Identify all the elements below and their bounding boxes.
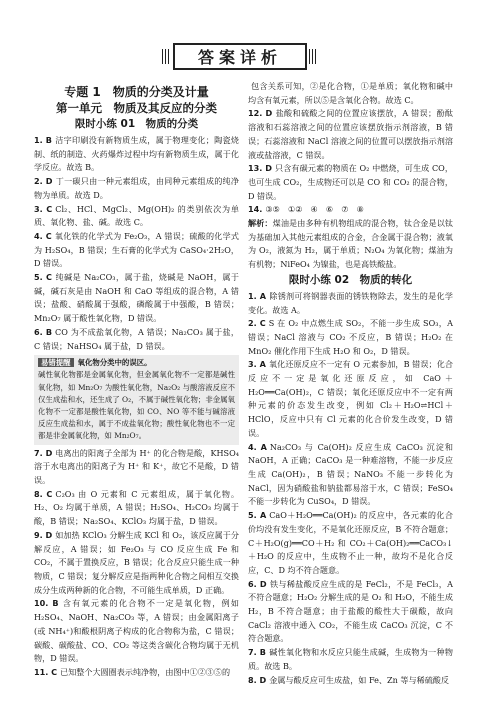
- answer-text: 洁字印刷没有新物质生成，属于物理变化；陶瓷烧制、纸的制造、火药爆炸过程中均有新物质生成，属于化学反应。故选 B。: [34, 135, 239, 173]
- answer-number: 13. D: [248, 163, 272, 174]
- answer-item: [34, 488, 239, 529]
- answer-text: CaO＋H₂O══Ca(OH)₂ 的反应中，各元素的化合价均没有发生变化，不是氧化还原反应，B 不符合题意；C＋H₂O(g)══CO＋H₂ 和 CO₂＋Ca(OH)₂══CaCO₃↓＋H₂O 的反应中，生成物不止一种，故均不是化合反应，C、D 均不符合题意。: [248, 510, 453, 575]
- answer-number: 6. B: [34, 326, 53, 337]
- answer-number: 2. D: [34, 176, 53, 187]
- answer-item: [248, 107, 453, 162]
- answer-number: 9. D: [34, 529, 53, 540]
- answer-item: [34, 203, 239, 230]
- answer-text: 电离出的阳离子全部为 H⁺ 的化合物是酸，KHSO₄ 溶于水电离出的阳离子为 H⁺ 和 K⁺，故它不是酸，D 错误。: [34, 447, 239, 486]
- explanation-label: 解析：: [248, 218, 273, 229]
- answer-text: Cl₂、HCl、MgCl₂、Mg(OH)₂ 的类别依次为单质、氧化物、盐、碱。故选 C。: [34, 203, 239, 228]
- answer-number: 7. D: [34, 447, 53, 458]
- tip-tag: 易错提醒: [38, 358, 74, 367]
- answer-text: 纯碱是 Na₂CO₃，属于盐，烧碱是 NaOH，属于碱，碱石灰是由 NaOH 和 CaO 等组成的混合物，A 错误；盐酸、硝酸属于强酸，磷酸属于中强酸，B 错误；Mn₂O₇ 属于酸性氧化物，D 错误。: [34, 272, 239, 324]
- answer-text: 如加热 KClO₃ 分解生成 KCl 和 O₂，该反应属于分解反应，A 错误；如 Fe₂O₃ 与 CO 反应生成 Fe 和 CO₂，不属于置换反应，B 错误；化合反应只能生成一种物质，C 错误；复分解反应是指两种化合物之间相互交换成分生成两种新的化合物，不可能生成单质，D 正确。: [34, 529, 239, 595]
- answer-item: [248, 646, 453, 673]
- answer-text: 碱性氧化物和水反应只能生成碱，生成物为一种物质。故选 B。: [248, 647, 453, 671]
- answer-item: [248, 578, 453, 647]
- answer-item: [248, 358, 453, 440]
- tip-box: [34, 355, 239, 444]
- answer-number: 3. C: [34, 203, 53, 214]
- answer-item: [34, 175, 239, 202]
- answer-number: 1. B: [34, 135, 52, 145]
- answer-text: ③⑤ ①② ④ ⑥ ⑦ ⑧: [265, 204, 364, 215]
- answer-number: 5. C: [34, 272, 52, 283]
- answer-text: 氧化铁的化学式为 Fe₂O₃，A 错误；硫酸的化学式为 H₂SO₄，B 错误；生石膏的化学式为 CaSO₄·2H₂O，D 错误。: [34, 230, 239, 269]
- answer-item: [248, 162, 453, 203]
- unit-heading: 第一单元 物质及其反应的分类: [56, 101, 217, 115]
- answer-number: 6. D: [248, 578, 267, 589]
- answer-number: 7. B: [248, 647, 266, 658]
- answer-item: [248, 290, 453, 317]
- answer-item: [34, 271, 239, 326]
- answer-number: 5. A: [248, 510, 267, 521]
- answer-text: 盐酸和硫酸之间的位置应该摆放，A 错误；酚酞溶液和石蕊溶液之间的位置应该摆放指示剂溶液，B 错误；石蕊溶液和 NaCl 溶液之间的位置可以摆放指示剂溶液或盐溶液，C 错误。: [248, 108, 454, 160]
- answer-number: 14.: [248, 204, 263, 215]
- answer-item: [248, 203, 453, 217]
- answer-text: Na₂CO₃ 与 Ca(OH)₂ 反应生成 CaCO₃ 沉淀和 NaOH，A 正确；CaCO₃ 是一种难溶物，不能一步反应生成 Ca(OH)₂，B 错误；NaNO₃ 不能一步转化为 NaCl，因为硝酸盐和钠盐都易溶于水，C 错误；FeSO₄ 不能一步转化为 CuSO₄，D 错误。: [248, 441, 454, 507]
- answer-number: 4. C: [34, 230, 52, 241]
- answer-number: 1. A: [248, 290, 267, 301]
- tip-title: 氧化物分类中的误区。: [77, 358, 152, 368]
- answer-item: [248, 80, 453, 107]
- answer-item: [248, 441, 453, 510]
- answer-text: 包含关系可知，②是化合物，①是单质；氧化物和碱中均含有氧元素，所以⑤是含氧化合物。故选 C。: [248, 81, 453, 105]
- answer-text: 丁一碳只由一种元素组成，由同种元素组成的纯净物为单质。故选 D。: [34, 176, 239, 200]
- tip-text: 碱性氧化物都是金属氧化物，但金属氧化物不一定都是碱性氧化物，如 Mn₂O₇ 为酸性氧化物，Na₂O₂ 与酸溶液反应不仅生成盐和水，还生成了 O₂，不属于碱性氧化物；非金属氧化物不一定都是酸性氧化物，如 CO、NO 等不能与碱溶液反应生成盐和水，属于不成盐氧化物；酸性氧化物也不一定都是非金属氧化物，如 Mn₂O₇。: [38, 370, 235, 441]
- answer-text: 金属与酸反应可生成盐，如 Fe、Zn 等与稀硫酸反: [269, 674, 449, 685]
- right-column: [248, 80, 453, 687]
- answer-text: S 在 O₂ 中点燃生成 SO₂，不能一步生成 SO₃，A 错误；NaCl 溶液与 CO₂ 不反应，B 错误；H₂O₂ 在 MnO₂ 催化作用下生成 H₂O 和 O₂，D 错误。: [248, 318, 453, 356]
- banner-title: 答案详析: [197, 48, 282, 67]
- answer-banner: [173, 43, 307, 70]
- answer-item: [34, 529, 239, 598]
- answer-item: [248, 674, 453, 688]
- answer-text: 铁与稀盐酸反应生成的是 FeCl₂，不是 FeCl₃，A 不符合题意；H₂O₂ 分解生成的是 O₂ 和 H₂O，不能生成 H₂，B 不符合题意；由于盐酸的酸性大于碳酸，故向 CaCl₂ 溶液中通入 CO₂，不能生成 CaCO₃ 沉淀，C 不符合题意。: [248, 578, 453, 644]
- answer-number: 8. C: [34, 488, 53, 499]
- answer-number: 4. A: [248, 441, 267, 452]
- explanation-item: [248, 217, 453, 272]
- answer-text: CO 为不成盐氧化物，A 错误；Na₂CO₃ 属于盐，C 错误；NaHSO₄ 属于盐，D 错误。: [34, 326, 239, 351]
- explanation-text: 煤油是由多种有机物组成的混合物，钛合金是以钛为基础加入其他元素组成的合金，合金属于混合物；液氧为 O₂，液氮为 H₂，属于单质；N₂O₄ 为氧化物；煤油为有机物；NiFeO₄ 为镍盐，也是高铁酸盐。: [248, 218, 453, 270]
- answer-number: 11. C: [34, 666, 58, 677]
- answer-text: C₂O₃ 由 O 元素和 C 元素组成，属于氧化物。H₂、O₂ 均属于单质，A 错误；H₂SO₄、H₂CO₃ 均属于酸，B 错误；Na₂SO₄、KClO₃ 均属于盐，D 错误。: [34, 488, 239, 527]
- answer-text: 氧化还原反应不一定有 O 元素参加，B 错误；化合反应不一定是氧化还原反应，如 CaO＋H₂O══Ca(OH)₂，C 错误；氧化还原反应中不一定有两种元素的价态发生改变，例如 Cl₂＋H₂O⇌HCl＋HClO，反应中只有 Cl 元素的化合价发生改变，D 错误。: [248, 359, 453, 438]
- answer-item: [248, 509, 453, 578]
- topic-heading: 专题 1 物质的分类及计量: [64, 85, 209, 99]
- answer-number: 8. D: [248, 674, 267, 685]
- answer-item: [34, 134, 239, 175]
- answer-text: 已知整个大圆圈表示纯净物，由图中①②③⑤的: [60, 666, 231, 677]
- answer-item: [34, 230, 239, 271]
- answer-number: 3. A: [248, 359, 266, 370]
- drill-heading-2: 限时小练 02 物质的转化: [288, 273, 413, 286]
- answer-item: [248, 317, 453, 358]
- answer-text: 只含有碳元素的物质在 O₂ 中燃烧，可生成 CO，也可生成 CO₂，生成物还可以是 CO 和 CO₂ 的混合物，D 错误。: [248, 163, 453, 201]
- answer-item: [34, 447, 239, 488]
- answer-item: [34, 326, 239, 353]
- left-column: [34, 80, 239, 680]
- answer-number: 10. B: [34, 598, 59, 609]
- answer-item: [34, 597, 239, 666]
- answer-text: 含有氧元素的化合物不一定是氧化物，例如 H₂SO₄、NaOH、Na₂CO₃ 等，A 错误；由金属阳离子(或 NH₄⁺)和酸根阴离子构成的化合物称为盐，C 错误；碳酸、碳酸盐、CO、CO₂ 等这类含碳化合物均属于无机物，D 错误。: [34, 598, 239, 664]
- drill-heading: 限时小练 01 物质的分类: [74, 118, 199, 130]
- answer-number: 12. D: [248, 108, 273, 119]
- answer-text: 除锈剂可将钢器表面的锈铁物除去，发生的是化学变化。故选 A。: [248, 290, 453, 315]
- answer-item: [34, 666, 239, 680]
- answer-number: 2. C: [248, 318, 266, 329]
